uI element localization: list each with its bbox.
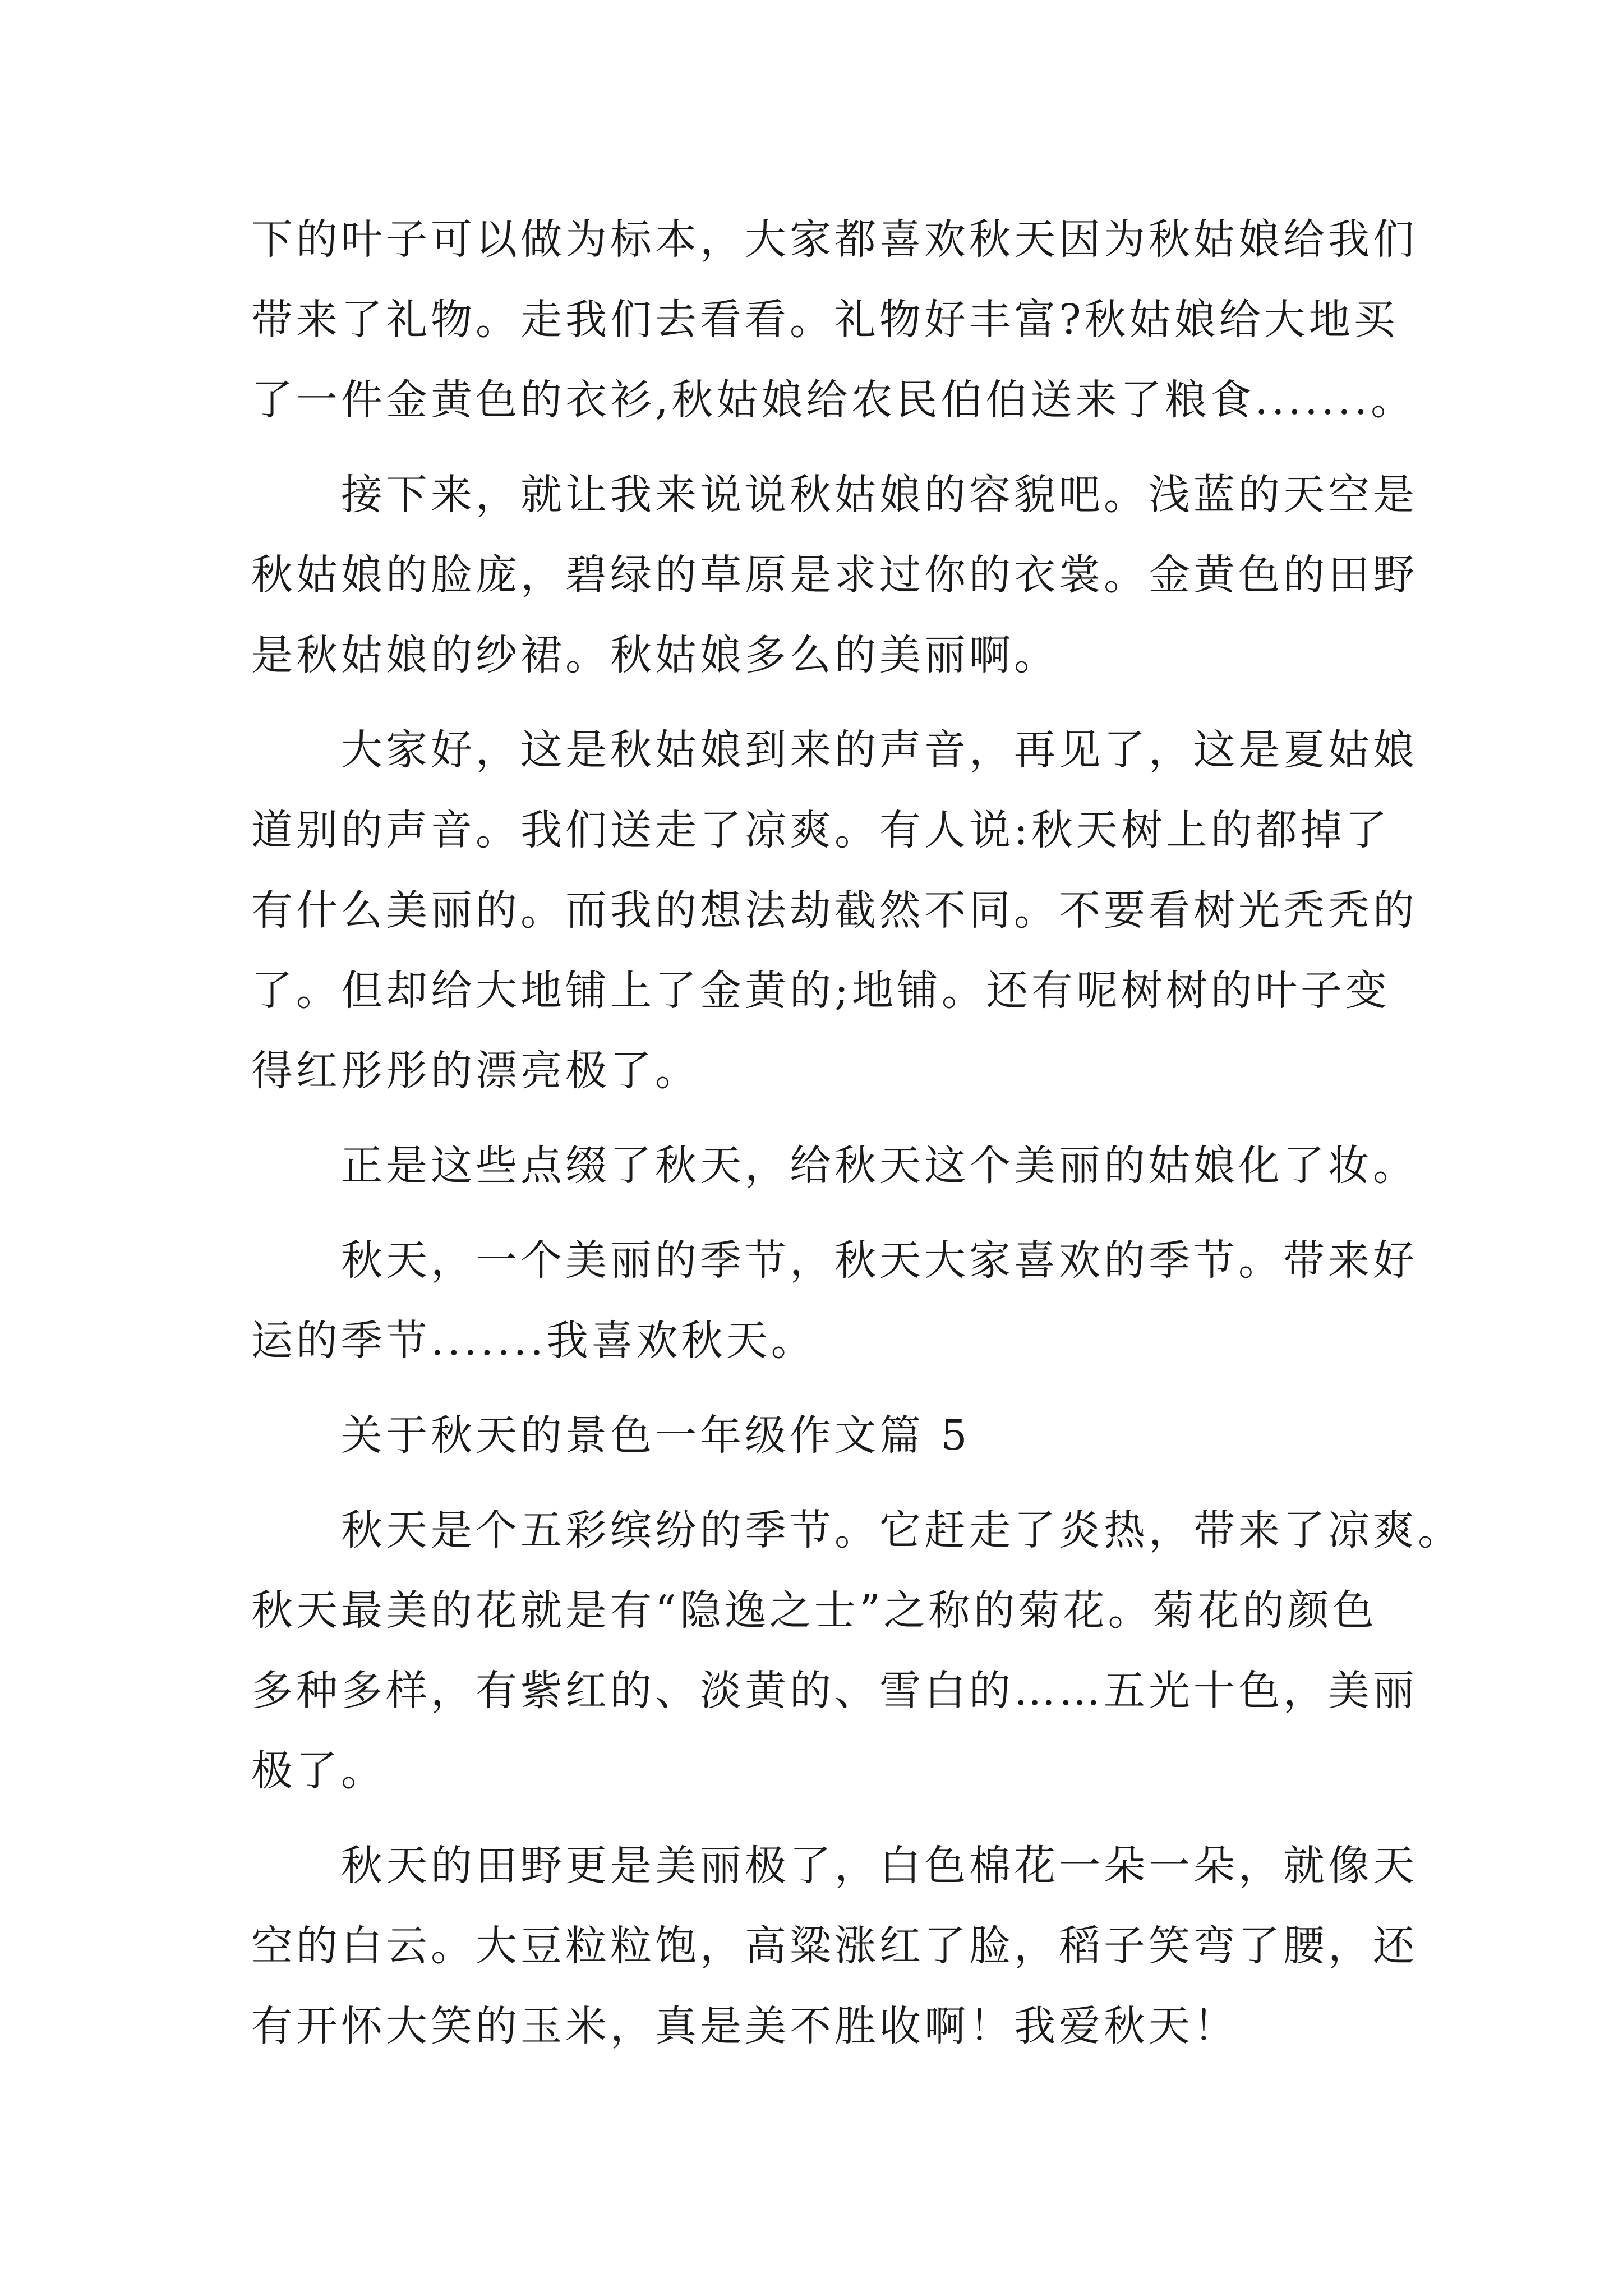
paragraph-line: 大家好，这是秋姑娘到来的声音，再见了，这是夏姑娘 (341, 726, 1418, 774)
paragraph-line: 秋天是个五彩缤纷的季节。它赶走了炎热，带来了凉爽。 (341, 1506, 1463, 1554)
section-heading (251, 1396, 1429, 1476)
paragraph-line: 了。但却给大地铺上了金黄的;地铺。还有呢树树的叶子变 (251, 967, 1390, 1015)
paragraph-line: 有开怀大笑的玉米，真是美不胜收啊！我爱秋天！ (251, 2002, 1238, 2050)
paragraph-5 (251, 1221, 1429, 1381)
paragraph-line: 秋天最美的花就是有“隐逸之士”之称的菊花。菊花的颜色 (251, 1586, 1377, 1635)
paragraph-line: 道别的声音。我们送走了凉爽。有人说:秋天树上的都掉了 (251, 806, 1390, 854)
paragraph-line: 空的白云。大豆粒粒饱，高粱涨红了脸，稻子笑弯了腰，还 (251, 1922, 1418, 1970)
paragraph-line: 秋姑娘的脸庞，碧绿的草原是求过你的衣裳。金黄色的田野 (251, 551, 1418, 599)
paragraph-line: 极了。 (251, 1747, 386, 1795)
paragraph-line: 多种多样，有紫红的、淡黄的、雪白的……五光十色，美丽 (251, 1667, 1418, 1715)
paragraph-line: 得红彤彤的漂亮极了。 (251, 1047, 700, 1095)
paragraph-line: 有什么美丽的。而我的想法劫截然不同。不要看树光秃秃的 (251, 886, 1418, 935)
paragraph-line: 正是这些点缀了秋天，给秋天这个美丽的姑娘化了妆。 (341, 1142, 1418, 1190)
paragraph-line: 秋天的田野更是美丽极了，白色棉花一朵一朵，就像天 (341, 1842, 1418, 1890)
paragraph-line: 秋天，一个美丽的季节，秋天大家喜欢的季节。带来好 (341, 1236, 1418, 1285)
paragraph-line: 接下来，就让我来说说秋姑娘的容貌吧。浅蓝的天空是 (341, 471, 1418, 519)
paragraph-line: 下的叶子可以做为标本，大家都喜欢秋天因为秋姑娘给我们 (251, 215, 1418, 264)
section-heading-text: 关于秋天的景色一年级作文篇 5 (341, 1411, 971, 1460)
paragraph-1 (251, 200, 1429, 440)
paragraph-line: 运的季节.......我喜欢秋天。 (251, 1317, 816, 1365)
paragraph-line: 了一件金黄色的衣衫,秋姑娘给农民伯伯送来了粮食.......。 (251, 376, 1416, 424)
paragraph-8 (251, 1826, 1429, 2067)
paragraph-line: 是秋姑娘的纱裙。秋姑娘多么的美丽啊。 (251, 631, 1059, 679)
document-body (251, 200, 1463, 2081)
paragraph-2 (251, 455, 1429, 696)
paragraph-line: 带来了礼物。走我们去看看。礼物好丰富?秋姑娘给大地买 (251, 296, 1399, 344)
paragraph-3 (251, 710, 1429, 1111)
paragraph-7 (251, 1490, 1463, 1811)
paragraph-4 (251, 1126, 1429, 1206)
